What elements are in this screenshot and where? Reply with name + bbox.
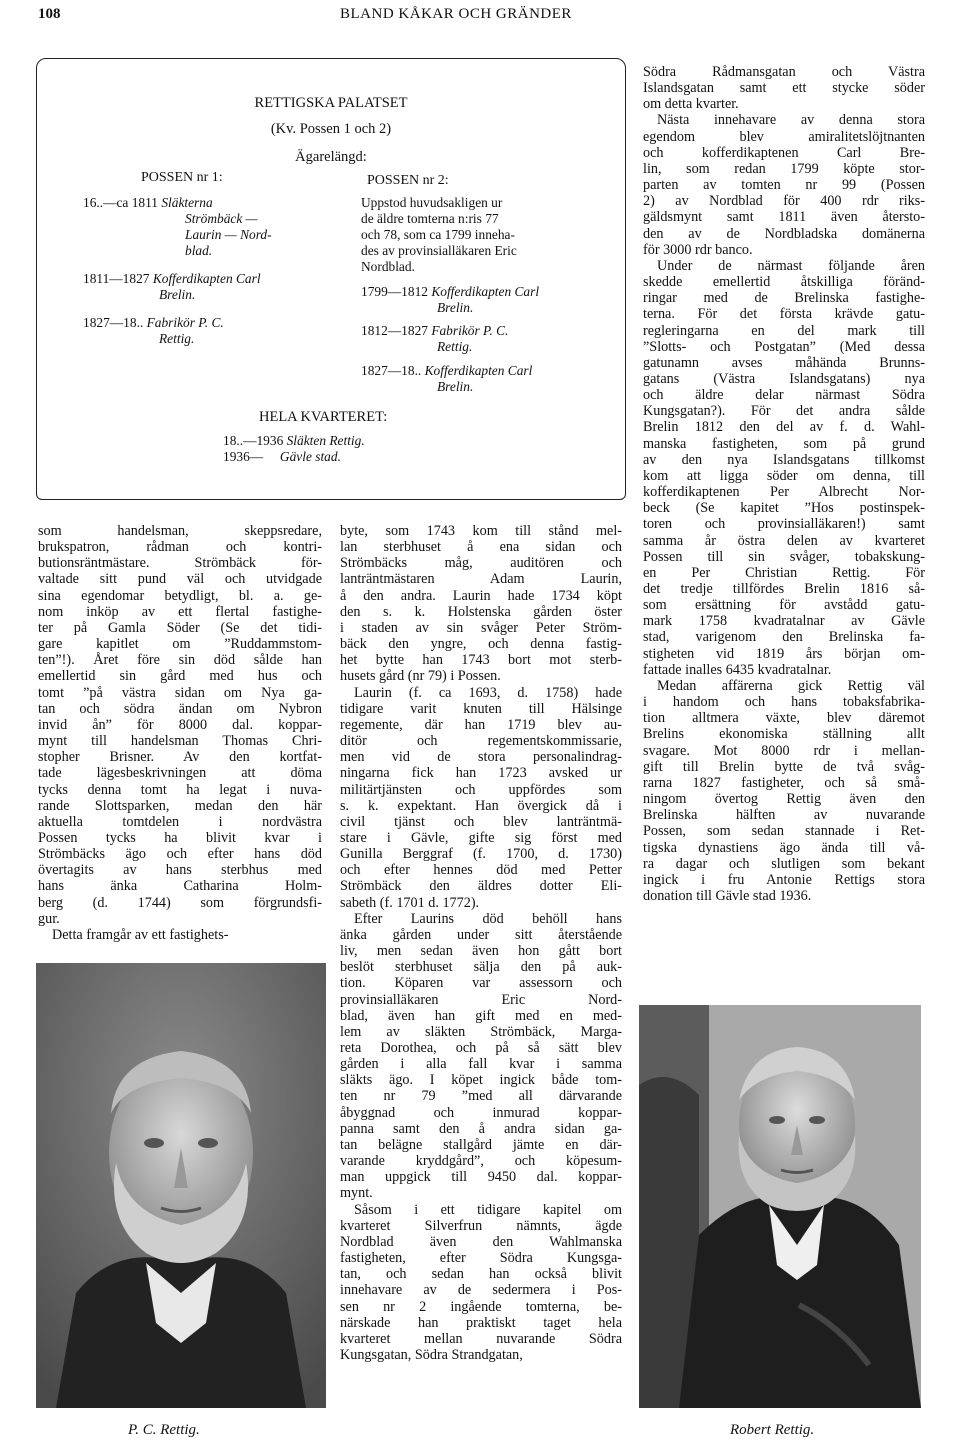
text-line: och efter hennes död med Petter xyxy=(340,862,622,879)
page-number: 108 xyxy=(38,6,61,22)
text-line: gäldsmynt samt 1811 även återsto- xyxy=(643,209,925,226)
hela-line: 1936— Gävle stad. xyxy=(223,449,341,464)
text-line: stare i Gävle, gifte sig först med xyxy=(340,829,622,846)
text-line: blad, även han gift med en med- xyxy=(340,1007,622,1024)
text-line: byte, som 1743 kom till stånd mel- xyxy=(340,523,622,539)
text-line: ra dagar och slutligen som bekant xyxy=(643,855,925,872)
text-line: gur. xyxy=(38,910,60,927)
possen2-line: och 78, som ca 1799 inneha- xyxy=(361,227,515,242)
box-agarelangd: Ägarelängd: xyxy=(295,149,367,165)
text-line: lem av släkten Strömbäck, Marga- xyxy=(340,1023,622,1040)
text-line: av den nya Islandsgatans tillkomst xyxy=(643,451,925,468)
text-line: lanträntmästaren Adam Laurin, xyxy=(340,571,622,588)
text-line: egendom blev amiralitetslöjtnanten xyxy=(643,128,925,145)
text-line: fattade inalles 6435 kvadratalnar. xyxy=(643,661,832,678)
text-line: för 3000 rdr banco. xyxy=(643,241,753,258)
text-line: ingick i fru Antonie Rettigs stora xyxy=(643,871,925,888)
text-line: Strömbäcks ägo och efter hans död xyxy=(38,846,322,863)
text-line: gården i alla fall kvar i samma xyxy=(340,1056,622,1073)
text-line: övertagits av hans sterbhus med xyxy=(38,862,322,879)
text-line: gift till Brelin bytte de två svåg- xyxy=(643,758,925,775)
text-line: manska fastigheten, som på grund xyxy=(643,435,925,452)
text-line: Brelinska hälften av nuvarande xyxy=(643,807,925,824)
text-line: reta Dorothea, och på så sätt blev xyxy=(340,1040,622,1056)
text-line: beslöt sterbhuset sälja den på auk- xyxy=(340,959,622,976)
text-line: het bytte han 1743 bort mot sterb- xyxy=(340,652,622,669)
text-line: regemente, där han 1719 blev au- xyxy=(340,716,622,733)
text-line: lin, som redan 1799 köpte stor- xyxy=(643,160,925,177)
text-line: Islandsgatan samt ett stycke söder xyxy=(643,80,925,97)
text-line: ningom övertog Rettig även den xyxy=(643,791,925,808)
text-line: tan belägne stallgård jämte en där- xyxy=(340,1136,622,1153)
caption-left: P. C. Rettig. xyxy=(128,1422,200,1438)
text-line: tan och södra ändan om Nybron xyxy=(38,700,322,717)
text-line: i staden av sin svåger Peter Ström- xyxy=(340,619,622,636)
possen1-line: 16..—ca 1811 Släkterna xyxy=(83,195,213,210)
text-line: ten”!). Året före sin död sålde han xyxy=(38,652,322,669)
text-line: Nordblad även den Wahlmanska xyxy=(340,1233,622,1250)
text-line: innehavare av de sedermera i Pos- xyxy=(340,1282,622,1299)
text-line: sen nr 2 ingående tomterna, be- xyxy=(340,1298,622,1315)
text-column-right xyxy=(643,64,925,904)
text-column-left xyxy=(38,523,322,943)
hela-line: 18..—1936 Släkten Rettig. xyxy=(223,433,365,448)
text-line: Possen tycks ha blivit kvar i xyxy=(38,829,322,846)
text-line: civil tjänst och blev lanträntmä- xyxy=(340,813,622,830)
text-line: Strömbäck den äldres dotter Eli- xyxy=(340,878,622,895)
possen1-line: Rettig. xyxy=(159,331,195,346)
text-line: tion alltmera växte, blev däremot xyxy=(643,710,925,727)
text-line: toren och provinsialläkaren!) samt xyxy=(643,516,925,533)
text-line: donation till Gävle stad 1936. xyxy=(643,887,812,904)
text-line: närskade han praktiskt taget hela xyxy=(340,1314,622,1331)
possen2-line: 1812—1827 Fabrikör P. C. xyxy=(361,323,509,338)
text-line: Strömbäcks måg, auditören och xyxy=(340,555,622,572)
text-line: kvarteret mellan nuvarande Södra xyxy=(340,1330,622,1347)
running-title: BLAND KÅKAR OCH GRÄNDER xyxy=(340,6,572,22)
text-line: tigska dynastiens ägo ända till vå- xyxy=(643,839,925,856)
text-line: bäck den yngre, och denna fastig- xyxy=(340,636,622,653)
text-line: Kungsgatan, Södra Strandgatan, xyxy=(340,1346,523,1363)
text-line: beck (Se kapitet ”Hos postinspek- xyxy=(643,500,925,517)
text-line: ”Slotts- och Postgatan” (Med dessa xyxy=(643,338,925,355)
possen1-heading: POSSEN nr 1: xyxy=(141,170,223,185)
text-line: terna. För det första krävde gatu- xyxy=(643,306,925,323)
text-line: svagare. Mot 8000 rdr i mellan- xyxy=(643,742,925,759)
text-line: Södra Rådmansgatan och Västra xyxy=(643,64,925,80)
text-line: och kofferdikaptenen Carl Bre- xyxy=(643,144,925,161)
possen2-line: Rettig. xyxy=(437,339,473,354)
text-line: änka gården under sitt återstående xyxy=(340,926,622,943)
text-line: kofferdikaptenen Per Albrecht Nor- xyxy=(643,484,925,501)
possen2-heading: POSSEN nr 2: xyxy=(367,173,449,188)
text-column-middle xyxy=(340,523,622,1363)
text-line: hans änka Catharina Holm- xyxy=(38,878,322,895)
text-line: militärtjänsten och uppfördes som xyxy=(340,781,622,798)
text-line: Possen till sin svåger, tobakskung- xyxy=(643,548,925,565)
text-line: provinsialläkaren Eric Nord- xyxy=(340,991,622,1008)
text-line: åbyggnad och inmurad koppar- xyxy=(340,1104,622,1121)
text-line: man uppgick till 9450 dal. koppar- xyxy=(340,1169,622,1186)
text-line: kom att ligga söder om denna, till xyxy=(643,467,925,484)
possen1-line: Brelin. xyxy=(159,287,196,302)
text-line: aktuella tomtdelen i nordvästra xyxy=(38,813,322,830)
text-line: kvarteret Silverfrun nämnts, ägde xyxy=(340,1217,622,1234)
text-line: gatunamn avses måhända Brunns- xyxy=(643,354,925,371)
text-line: Under de närmast följande åren xyxy=(657,257,925,274)
caption-right: Robert Rettig. xyxy=(730,1422,815,1438)
text-line: brukspatron, rådman och kontri- xyxy=(38,539,322,556)
text-line: som ersättning för avstådd gatu- xyxy=(643,597,925,614)
text-line: om detta kvarter. xyxy=(643,96,739,113)
text-line: mark 1758 kvadratalnar av Gävle xyxy=(643,613,925,630)
text-line: stopher Brisner. Av den kortfat- xyxy=(38,749,322,766)
text-line: Såsom i ett tidigare kapitel om xyxy=(354,1201,622,1218)
text-line: ditör och regementskommissarie, xyxy=(340,733,622,750)
possen2-line: 1799—1812 Kofferdikapten Carl xyxy=(361,284,540,299)
text-line: Laurin (f. ca 1693, d. 1758) hade xyxy=(354,684,622,701)
possen1-line: 1811—1827 Kofferdikapten Carl xyxy=(83,271,261,286)
text-line: sina egendomar betydligt, bl. a. ge- xyxy=(38,587,322,604)
text-line: men vid de stora personalindrag- xyxy=(340,749,622,766)
text-line: butionsräntmästare. Strömbäck för- xyxy=(38,555,322,572)
text-line: som handelsman, skeppsredare, xyxy=(38,523,322,539)
text-line: skedde emellertid åtskilliga föränd- xyxy=(643,274,925,291)
text-line: sabeth (f. 1701 d. 1772). xyxy=(340,894,480,911)
text-line: å den andra. Laurin hade 1734 köpt xyxy=(340,587,622,604)
text-line: rarna 1827 fastigheter, och så små- xyxy=(643,774,925,791)
ownership-box xyxy=(36,58,626,500)
text-line: stad, varigenom den Brelinska fa- xyxy=(643,629,925,646)
text-line: mynt till handelsman Thomas Chri- xyxy=(38,733,322,750)
text-line: ningarna fick han 1723 avsked ur xyxy=(340,765,622,782)
text-line: stigheten vid 1819 års början om- xyxy=(643,645,925,662)
text-line: Nästa innehavare av denna stora xyxy=(657,112,925,129)
text-line: ter på Gamla Söder (Se det tidi- xyxy=(38,619,322,636)
text-line: 2) av Nordblad för 400 rdr riks- xyxy=(643,193,925,210)
possen1-line: blad. xyxy=(185,243,213,258)
portrait-image xyxy=(36,963,326,1408)
text-line: invid ån” för 8000 dal. koppar- xyxy=(38,716,322,733)
text-line: en Per Christian Rettig. För xyxy=(643,564,925,581)
text-line: rande Slottsparken, medan den här xyxy=(38,797,322,814)
text-line: regleringarna en del mark till xyxy=(643,322,925,339)
possen2-line: Uppstod huvudsakligen ur xyxy=(361,195,503,210)
text-line: den av de Nordbladska domänerna xyxy=(643,225,925,242)
text-line: liv, men sedan även hon gått bort xyxy=(340,943,622,960)
possen2-line: Brelin. xyxy=(437,379,474,394)
text-line: varande kryddgård”, och köpesum- xyxy=(340,1153,622,1170)
text-line: i handom och hans tobaksfabrika- xyxy=(643,694,925,711)
text-line: och äldre delar närmast Södra xyxy=(643,387,925,404)
text-line: tomt ”på västra sidan om Nya ga- xyxy=(38,684,322,701)
text-line: Kungsgatan?). För det andra sålde xyxy=(643,403,925,420)
text-line: lan sterbhuset å ena sidan och xyxy=(340,539,622,556)
box-subtitle: (Kv. Possen 1 och 2) xyxy=(270,121,392,137)
text-line: släkts ägo. I köpet ingick både tom- xyxy=(340,1072,622,1089)
text-line: det tredje tillfördes Brelin 1816 så- xyxy=(643,581,925,597)
portrait-image xyxy=(639,1005,921,1408)
text-line: valtade sitt pund väl och utvidgade xyxy=(38,571,322,588)
possen2-line: des av provinsialläkaren Eric xyxy=(361,243,517,258)
text-line: Brelin 1812 den del av f. d. Wahl- xyxy=(643,419,925,436)
text-line: den s. k. Holstenska gården öster xyxy=(340,603,622,620)
text-line: samma år östra delen av kvarteret xyxy=(643,532,925,549)
possen2-line: Nordblad. xyxy=(361,259,415,274)
text-line: Efter Laurins död behöll hans xyxy=(354,910,622,927)
text-line: parten av tomten nr 99 (Possen xyxy=(643,177,925,194)
text-line: Detta framgår av ett fastighets- xyxy=(52,926,229,943)
possen1-line: Laurin — Nord- xyxy=(185,227,272,242)
possen2-line: Brelin. xyxy=(437,300,474,315)
text-line: tan, och sedan han också blivit xyxy=(340,1266,622,1283)
portrait-photo-pc-rettig xyxy=(36,963,326,1408)
text-line: emellertid sin gård med hus och xyxy=(38,668,322,685)
text-line: Medan affärerna gick Rettig väl xyxy=(657,677,925,694)
text-line: ringar med de Brelinska fastighe- xyxy=(643,290,925,307)
text-line: mynt. xyxy=(340,1185,373,1202)
portrait-photo-robert-rettig xyxy=(639,1005,921,1408)
text-line: tade lägesbeskrivningen att döma xyxy=(38,765,322,782)
text-line: tidigare varit knuten till Hälsinge xyxy=(340,700,622,717)
text-line: berg (d. 1744) som förgrundsfi- xyxy=(38,894,322,911)
text-line: nom inköp av ett flertal fastighe- xyxy=(38,603,322,620)
text-line: husets gård (nr 79) i Possen. xyxy=(340,668,501,685)
text-line: gatans (Västra Islandsgatans) nya xyxy=(643,370,925,387)
text-line: Gunilla Berggraf (f. 1700, d. 1730) xyxy=(340,846,622,863)
text-line: tion. Köparen var assessorn och xyxy=(340,975,622,992)
possen2-line: 1827—18.. Kofferdikapten Carl xyxy=(361,363,533,378)
box-title: RETTIGSKA PALATSET xyxy=(254,95,408,111)
possen2-line: de äldre tomterna n:ris 77 xyxy=(361,211,499,226)
possen1-line: Strömbäck — xyxy=(185,211,258,226)
text-line: Possen, som sedan stannade i Ret- xyxy=(643,823,925,840)
text-line: fastigheten, efter Södra Kungsga- xyxy=(340,1250,622,1267)
hela-heading: HELA KVARTERET: xyxy=(259,409,388,425)
text-line: gare kapitlet om ”Ruddammstom- xyxy=(38,636,322,653)
possen1-line: 1827—18.. Fabrikör P. C. xyxy=(83,315,224,330)
text-line: Brelins ekonomiska ställning allt xyxy=(643,726,925,743)
text-line: ten nr 79 ”med all därvarande xyxy=(340,1088,622,1105)
text-line: tycks denna tomt ha legat i nuva- xyxy=(38,781,322,798)
text-line: panna samt den å andra sidan ga- xyxy=(340,1120,622,1137)
text-line: s. k. expektant. Han övergick då i xyxy=(340,797,622,814)
